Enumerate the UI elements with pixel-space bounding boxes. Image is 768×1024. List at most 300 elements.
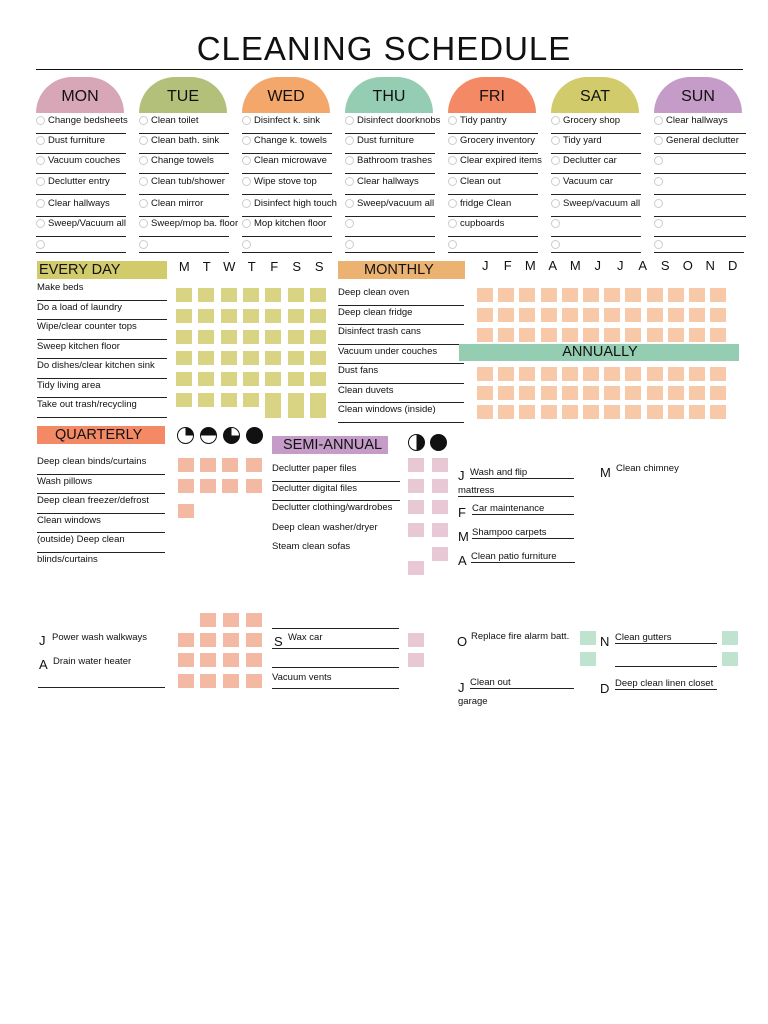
checkbox-circle-icon[interactable] — [36, 240, 45, 249]
checkbox-square[interactable] — [668, 288, 684, 302]
checkbox-circle-icon[interactable] — [139, 136, 148, 145]
semiannual-task: Declutter paper files — [272, 462, 400, 482]
checkbox-square[interactable] — [583, 288, 599, 302]
checkbox-circle-icon[interactable] — [448, 199, 457, 208]
checkbox-circle-icon[interactable] — [654, 177, 663, 186]
checkbox-circle-icon[interactable] — [242, 240, 251, 249]
day-task-row[interactable] — [139, 196, 229, 217]
checkbox-square[interactable] — [604, 405, 620, 419]
checkbox-square[interactable] — [710, 328, 726, 342]
checkbox-square[interactable] — [541, 386, 557, 400]
checkbox-square[interactable] — [689, 386, 705, 400]
checkbox-square[interactable] — [408, 653, 424, 667]
semiannual-month-letter: S — [274, 634, 283, 649]
checkbox-square[interactable] — [221, 309, 237, 323]
checkbox-square[interactable] — [432, 547, 448, 561]
checkbox-square[interactable] — [288, 309, 304, 323]
checkbox-square[interactable] — [541, 288, 557, 302]
checkbox-circle-icon[interactable] — [551, 177, 560, 186]
annual-month-letter: J — [458, 680, 465, 695]
day-task-row[interactable] — [654, 196, 746, 217]
checkbox-circle-icon[interactable] — [242, 156, 251, 165]
checkbox-square[interactable] — [198, 372, 214, 386]
day-task-label: Sweep/vacuum all — [563, 198, 641, 209]
checkbox-square[interactable] — [176, 372, 192, 386]
day-task-row[interactable] — [448, 113, 538, 134]
checkbox-square[interactable] — [243, 309, 259, 323]
checkbox-circle-icon[interactable] — [654, 219, 663, 228]
checkbox-square[interactable] — [647, 386, 663, 400]
checkbox-square[interactable] — [310, 330, 326, 344]
day-task-row[interactable] — [242, 216, 332, 237]
checkbox-square[interactable] — [477, 405, 493, 419]
checkbox-square[interactable] — [689, 405, 705, 419]
day-task-label: General declutter — [666, 135, 739, 146]
checkbox-square[interactable] — [710, 386, 726, 400]
checkbox-square[interactable] — [583, 328, 599, 342]
checkbox-square[interactable] — [265, 330, 281, 344]
checkbox-square[interactable] — [519, 405, 535, 419]
checkbox-circle-icon[interactable] — [551, 240, 560, 249]
month-letter: J — [482, 258, 489, 273]
day-task-row[interactable] — [345, 174, 435, 195]
day-task-row[interactable] — [654, 133, 746, 154]
checkbox-square[interactable] — [562, 328, 578, 342]
checkbox-square[interactable] — [178, 458, 194, 472]
checkbox-square[interactable] — [498, 328, 514, 342]
checkbox-circle-icon[interactable] — [448, 136, 457, 145]
checkbox-square[interactable] — [310, 404, 326, 418]
month-letter: D — [728, 258, 738, 273]
annual-task: Clean patio furniture — [471, 551, 575, 563]
day-task-row[interactable] — [551, 133, 641, 154]
checkbox-circle-icon[interactable] — [654, 199, 663, 208]
checkbox-circle-icon[interactable] — [551, 136, 560, 145]
checkbox-square[interactable] — [689, 288, 705, 302]
checkbox-square[interactable] — [223, 633, 239, 647]
day-task-row[interactable] — [448, 133, 538, 154]
day-task-row[interactable] — [139, 153, 229, 174]
checkbox-circle-icon[interactable] — [242, 177, 251, 186]
checkbox-square[interactable] — [246, 633, 262, 647]
checkbox-square[interactable] — [243, 330, 259, 344]
day-task-label: Change towels — [151, 155, 214, 166]
day-task-label: Disinfect doorknobs — [357, 115, 441, 126]
annual-month-letter: M — [600, 465, 611, 480]
quarterly-month-letter: J — [39, 633, 46, 648]
checkbox-square[interactable] — [198, 330, 214, 344]
checkbox-square[interactable] — [265, 404, 281, 418]
checkbox-circle-icon[interactable] — [654, 136, 663, 145]
checkbox-square[interactable] — [562, 405, 578, 419]
checkbox-square[interactable] — [580, 631, 596, 645]
day-task-row[interactable] — [551, 196, 641, 217]
checkbox-square[interactable] — [498, 308, 514, 322]
checkbox-square[interactable] — [223, 674, 239, 688]
checkbox-square[interactable] — [176, 288, 192, 302]
day-task-row[interactable] — [36, 113, 126, 134]
checkbox-square[interactable] — [668, 367, 684, 381]
day-task-row[interactable] — [345, 113, 441, 134]
checkbox-square[interactable] — [221, 288, 237, 302]
checkbox-circle-icon[interactable] — [551, 199, 560, 208]
checkbox-square[interactable] — [178, 674, 194, 688]
checkbox-square[interactable] — [178, 633, 194, 647]
checkbox-square[interactable] — [583, 367, 599, 381]
day-task-label: Sweep/vacuum all — [357, 198, 435, 209]
annual-month-letter: O — [457, 634, 468, 649]
semiannual-line — [272, 667, 399, 668]
monthly-task: Clean windows (inside) — [338, 403, 464, 423]
checkbox-square[interactable] — [541, 405, 557, 419]
checkbox-square[interactable] — [408, 633, 424, 647]
checkbox-circle-icon[interactable] — [345, 199, 354, 208]
checkbox-circle-icon[interactable] — [345, 219, 354, 228]
checkbox-square[interactable] — [198, 393, 214, 407]
checkbox-square[interactable] — [246, 613, 262, 627]
checkbox-circle-icon[interactable] — [345, 136, 354, 145]
checkbox-circle-icon[interactable] — [36, 136, 45, 145]
checkbox-square[interactable] — [541, 328, 557, 342]
checkbox-square[interactable] — [689, 367, 705, 381]
checkbox-circle-icon[interactable] — [345, 240, 354, 249]
checkbox-circle-icon[interactable] — [654, 156, 663, 165]
checkbox-square[interactable] — [243, 372, 259, 386]
checkbox-square[interactable] — [200, 458, 216, 472]
checkbox-square[interactable] — [288, 351, 304, 365]
moon-phase-icon — [177, 427, 194, 444]
checkbox-circle-icon[interactable] — [36, 219, 45, 228]
checkbox-square[interactable] — [562, 367, 578, 381]
checkbox-square[interactable] — [200, 633, 216, 647]
checkbox-circle-icon[interactable] — [139, 177, 148, 186]
checkbox-square[interactable] — [265, 351, 281, 365]
checkbox-circle-icon[interactable] — [448, 177, 457, 186]
checkbox-square[interactable] — [668, 328, 684, 342]
everyday-task: Sweep kitchen floor — [37, 340, 167, 360]
checkbox-square[interactable] — [198, 351, 214, 365]
checkbox-circle-icon[interactable] — [448, 240, 457, 249]
checkbox-circle-icon[interactable] — [36, 156, 45, 165]
day-task-row[interactable] — [36, 133, 126, 154]
day-task-row[interactable] — [139, 133, 229, 154]
checkbox-square[interactable] — [408, 500, 424, 514]
checkbox-square[interactable] — [222, 458, 238, 472]
checkbox-square[interactable] — [265, 288, 281, 302]
checkbox-square[interactable] — [176, 309, 192, 323]
checkbox-square[interactable] — [178, 653, 194, 667]
checkbox-square[interactable] — [288, 404, 304, 418]
day-task-row[interactable] — [345, 133, 435, 154]
checkbox-square[interactable] — [288, 330, 304, 344]
day-task-row[interactable] — [139, 113, 229, 134]
semiannual-line — [272, 628, 399, 629]
checkbox-square[interactable] — [625, 367, 641, 381]
day-task-label: Clean mirror — [151, 198, 204, 209]
checkbox-square[interactable] — [246, 653, 262, 667]
checkbox-square[interactable] — [668, 405, 684, 419]
checkbox-circle-icon[interactable] — [242, 219, 251, 228]
checkbox-square[interactable] — [562, 386, 578, 400]
checkbox-circle-icon[interactable] — [345, 177, 354, 186]
day-task-row[interactable] — [242, 133, 332, 154]
checkbox-square[interactable] — [432, 458, 448, 472]
checkbox-square[interactable] — [722, 652, 738, 666]
day-task-row[interactable] — [345, 237, 435, 253]
month-letter: F — [503, 258, 512, 273]
checkbox-square[interactable] — [647, 328, 663, 342]
day-task-row[interactable] — [242, 153, 332, 174]
day-task-row[interactable] — [242, 174, 332, 195]
month-letter: S — [660, 258, 670, 273]
day-task-row[interactable] — [551, 153, 641, 174]
day-task-row[interactable] — [36, 174, 126, 195]
day-task-label: Mop kitchen floor — [254, 218, 327, 229]
checkbox-square[interactable] — [223, 653, 239, 667]
checkbox-square[interactable] — [710, 405, 726, 419]
checkbox-circle-icon[interactable] — [448, 116, 457, 125]
day-task-row[interactable] — [551, 216, 641, 237]
day-task-row[interactable] — [551, 174, 641, 195]
checkbox-square[interactable] — [722, 631, 738, 645]
checkbox-square[interactable] — [477, 328, 493, 342]
checkbox-square[interactable] — [221, 372, 237, 386]
checkbox-circle-icon[interactable] — [345, 116, 354, 125]
checkbox-square[interactable] — [200, 613, 216, 627]
month-letter: N — [705, 258, 715, 273]
checkbox-square[interactable] — [710, 308, 726, 322]
checkbox-circle-icon[interactable] — [654, 116, 663, 125]
day-task-label: Declutter car — [563, 155, 617, 166]
everyday-header — [37, 261, 167, 279]
checkbox-square[interactable] — [408, 523, 424, 537]
checkbox-square[interactable] — [689, 308, 705, 322]
checkbox-square[interactable] — [265, 309, 281, 323]
checkbox-square[interactable] — [689, 328, 705, 342]
checkbox-circle-icon[interactable] — [242, 116, 251, 125]
checkbox-circle-icon[interactable] — [551, 219, 560, 228]
checkbox-square[interactable] — [198, 288, 214, 302]
checkbox-square[interactable] — [519, 367, 535, 381]
checkbox-circle-icon[interactable] — [139, 219, 148, 228]
day-task-label: Grocery inventory — [460, 135, 535, 146]
checkbox-square[interactable] — [288, 288, 304, 302]
checkbox-square[interactable] — [176, 351, 192, 365]
checkbox-square[interactable] — [625, 386, 641, 400]
day-task-row[interactable] — [139, 216, 239, 237]
day-task-label: Clean microwave — [254, 155, 327, 166]
day-task-row[interactable] — [36, 237, 126, 253]
checkbox-square[interactable] — [176, 330, 192, 344]
checkbox-square[interactable] — [583, 308, 599, 322]
checkbox-square[interactable] — [310, 372, 326, 386]
checkbox-square[interactable] — [625, 328, 641, 342]
checkbox-square[interactable] — [200, 653, 216, 667]
checkbox-square[interactable] — [583, 386, 599, 400]
day-task-row[interactable] — [448, 196, 538, 217]
everyday-task: Make beds — [37, 281, 167, 301]
day-task-label: Disinfect k. sink — [254, 115, 320, 126]
checkbox-circle-icon[interactable] — [139, 116, 148, 125]
day-task-row[interactable] — [551, 113, 641, 134]
checkbox-square[interactable] — [246, 479, 262, 493]
checkbox-square[interactable] — [519, 288, 535, 302]
annual-month-letter: A — [458, 553, 467, 568]
day-task-row[interactable] — [654, 216, 746, 237]
checkbox-square[interactable] — [647, 288, 663, 302]
checkbox-square[interactable] — [583, 405, 599, 419]
checkbox-square[interactable] — [310, 288, 326, 302]
checkbox-square[interactable] — [477, 288, 493, 302]
semiannual-task: Deep clean washer/dryer — [272, 521, 378, 533]
checkbox-square[interactable] — [221, 330, 237, 344]
checkbox-square[interactable] — [408, 561, 424, 575]
checkbox-square[interactable] — [498, 367, 514, 381]
day-task-row[interactable] — [36, 196, 126, 217]
checkbox-square[interactable] — [198, 309, 214, 323]
day-task-label: Grocery shop — [563, 115, 621, 126]
day-task-row[interactable] — [36, 216, 126, 237]
checkbox-circle-icon[interactable] — [242, 136, 251, 145]
semiannual-header: SEMI-ANNUAL — [272, 436, 388, 454]
day-task-row[interactable] — [345, 216, 435, 237]
checkbox-circle-icon[interactable] — [448, 219, 457, 228]
checkbox-square[interactable] — [604, 367, 620, 381]
day-task-row[interactable] — [242, 113, 332, 134]
checkbox-square[interactable] — [519, 328, 535, 342]
day-task-row[interactable] — [448, 237, 538, 253]
checkbox-square[interactable] — [647, 308, 663, 322]
checkbox-square[interactable] — [498, 288, 514, 302]
checkbox-square[interactable] — [562, 308, 578, 322]
checkbox-square[interactable] — [221, 393, 237, 407]
checkbox-square[interactable] — [604, 308, 620, 322]
day-task-row[interactable] — [36, 153, 126, 174]
weekday-letter: M — [178, 259, 190, 274]
checkbox-square[interactable] — [310, 309, 326, 323]
checkbox-square[interactable] — [477, 386, 493, 400]
checkbox-square[interactable] — [223, 613, 239, 627]
checkbox-square[interactable] — [625, 308, 641, 322]
checkbox-square[interactable] — [647, 367, 663, 381]
checkbox-square[interactable] — [477, 367, 493, 381]
day-task-row[interactable] — [448, 174, 538, 195]
checkbox-square[interactable] — [519, 308, 535, 322]
annual-month-letter: J — [458, 468, 465, 483]
checkbox-square[interactable] — [200, 479, 216, 493]
semiannual-task: Declutter clothing/wardrobes — [272, 502, 393, 513]
checkbox-square[interactable] — [668, 308, 684, 322]
checkbox-square[interactable] — [176, 393, 192, 407]
day-task-label: Tidy pantry — [460, 115, 507, 126]
checkbox-square[interactable] — [178, 504, 194, 518]
checkbox-square[interactable] — [432, 500, 448, 514]
checkbox-circle-icon[interactable] — [654, 240, 663, 249]
checkbox-square[interactable] — [243, 351, 259, 365]
day-task-row[interactable] — [242, 237, 332, 253]
quarterly-month-letter: A — [39, 657, 48, 672]
day-task-row[interactable] — [654, 113, 746, 134]
day-task-row[interactable] — [139, 174, 229, 195]
checkbox-circle-icon[interactable] — [345, 156, 354, 165]
checkbox-square[interactable] — [710, 367, 726, 381]
day-task-row[interactable] — [448, 216, 538, 237]
day-task-label: Dust furniture — [48, 135, 106, 146]
checkbox-circle-icon[interactable] — [139, 240, 148, 249]
checkbox-square[interactable] — [265, 372, 281, 386]
checkbox-square[interactable] — [408, 479, 424, 493]
day-task-label: Vacuum car — [563, 176, 613, 187]
checkbox-square[interactable] — [604, 386, 620, 400]
semiannual-line — [272, 648, 399, 649]
checkbox-square[interactable] — [604, 288, 620, 302]
checkbox-square[interactable] — [519, 386, 535, 400]
checkbox-circle-icon[interactable] — [551, 156, 560, 165]
moon-phase-icon — [223, 427, 240, 444]
checkbox-circle-icon[interactable] — [139, 199, 148, 208]
checkbox-square[interactable] — [477, 308, 493, 322]
checkbox-square[interactable] — [246, 674, 262, 688]
day-task-row[interactable] — [345, 153, 435, 174]
checkbox-square[interactable] — [498, 405, 514, 419]
checkbox-square[interactable] — [288, 372, 304, 386]
checkbox-square[interactable] — [625, 405, 641, 419]
checkbox-square[interactable] — [562, 288, 578, 302]
checkbox-circle-icon[interactable] — [36, 177, 45, 186]
checkbox-square[interactable] — [408, 458, 424, 472]
checkbox-square[interactable] — [246, 458, 262, 472]
checkbox-circle-icon[interactable] — [36, 116, 45, 125]
checkbox-square[interactable] — [432, 523, 448, 537]
day-task-row[interactable] — [242, 196, 337, 217]
day-task-row[interactable] — [345, 196, 435, 217]
checkbox-square[interactable] — [310, 351, 326, 365]
checkbox-square[interactable] — [541, 308, 557, 322]
checkbox-square[interactable] — [222, 479, 238, 493]
checkbox-square[interactable] — [178, 479, 194, 493]
checkbox-circle-icon[interactable] — [448, 156, 457, 165]
checkbox-square[interactable] — [243, 393, 259, 407]
day-task-row[interactable] — [654, 174, 746, 195]
annual-month-letter: D — [600, 681, 610, 696]
day-task-row[interactable] — [551, 237, 641, 253]
checkbox-square[interactable] — [432, 479, 448, 493]
checkbox-square[interactable] — [604, 328, 620, 342]
checkbox-square[interactable] — [625, 288, 641, 302]
day-task-row[interactable] — [654, 153, 746, 174]
checkbox-circle-icon[interactable] — [551, 116, 560, 125]
checkbox-square[interactable] — [541, 367, 557, 381]
checkbox-square[interactable] — [668, 386, 684, 400]
checkbox-circle-icon[interactable] — [36, 199, 45, 208]
quarterly-task: Deep clean binds/curtains — [37, 455, 165, 475]
day-task-row[interactable] — [139, 237, 229, 253]
checkbox-square[interactable] — [710, 288, 726, 302]
day-task-row[interactable] — [654, 237, 744, 253]
checkbox-square[interactable] — [498, 386, 514, 400]
checkbox-circle-icon[interactable] — [242, 199, 251, 208]
checkbox-square[interactable] — [243, 288, 259, 302]
checkbox-square[interactable] — [580, 652, 596, 666]
checkbox-square[interactable] — [647, 405, 663, 419]
annual-task: Clean chimney — [616, 463, 679, 474]
day-task-row[interactable] — [448, 153, 542, 174]
quarterly-task: Clean windows — [37, 514, 165, 534]
checkbox-circle-icon[interactable] — [139, 156, 148, 165]
annual-task: Clean gutters — [615, 632, 717, 644]
checkbox-square[interactable] — [200, 674, 216, 688]
checkbox-square[interactable] — [221, 351, 237, 365]
